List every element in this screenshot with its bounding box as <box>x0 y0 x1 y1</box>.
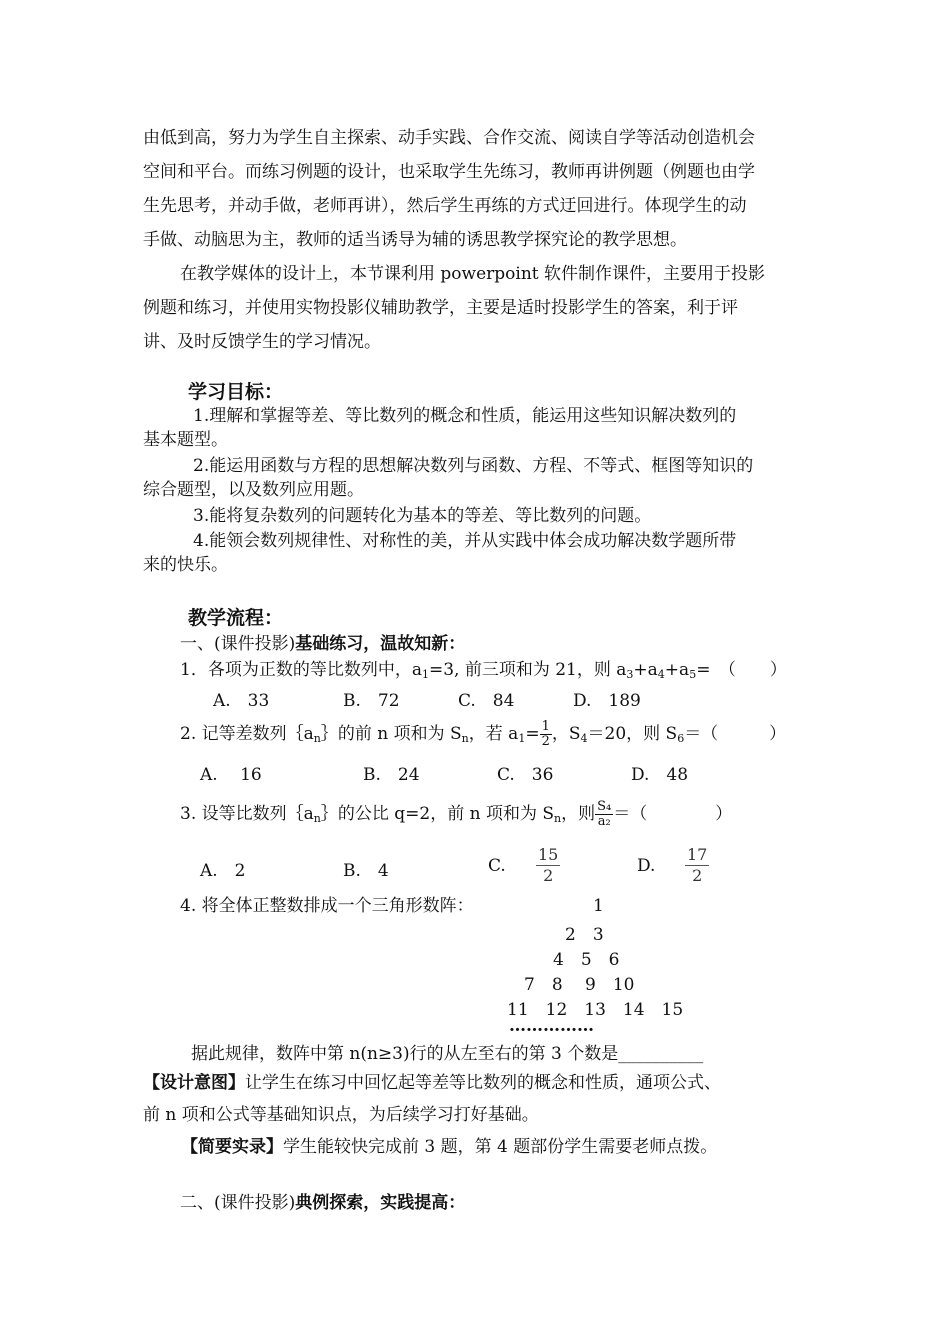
intro-p1-line4: 手做、动脑思为主，教师的适当诱导为辅的诱思教学探究论的教学思想。 <box>143 230 687 250</box>
q2-text: ＝20，则 S <box>587 724 678 744</box>
design-intent-text: 让学生在练习中回忆起等差等比数列的概念和性质，通项公式、 <box>245 1073 721 1093</box>
triangle-row-5: 11 12 13 14 15 <box>507 1000 684 1020</box>
q3-option-d: D. <box>637 856 656 876</box>
goals-heading: 学习目标： <box>188 381 284 403</box>
question-1 <box>180 660 787 685</box>
triangle-dots: …………… <box>509 1016 594 1036</box>
intro-p1-line1: 由低到高，努力为学生自主探索、动手实践、合作交流、阅读自学等活动创造机会 <box>143 128 755 148</box>
question-2 <box>180 720 786 749</box>
q1-option-c: C. 84 <box>458 691 515 711</box>
q3-sub: n <box>313 812 321 825</box>
q3-optc-den: 2 <box>543 866 554 885</box>
q3-fraction <box>595 800 613 829</box>
q2-text: = <box>525 724 540 744</box>
q1-sub: 1 <box>421 668 429 681</box>
q2-text: ＝（ ） <box>684 724 787 744</box>
q2-text: ，S <box>551 724 581 744</box>
q1-text: 1．各项为正数的等比数列中，a <box>180 660 422 680</box>
q3-text: ＝（ ） <box>613 804 733 824</box>
q2-text: 2. 记等差数列｛a <box>180 724 314 744</box>
q1-option-a: A. 33 <box>213 691 270 711</box>
flow-heading: 教学流程： <box>188 607 284 629</box>
q3-frac-num: S₄ <box>597 799 612 814</box>
goal-2-cont: 综合题型，以及数列应用题。 <box>143 480 364 500</box>
q2-frac-den: 2 <box>541 734 550 749</box>
triangle-row-3: 4 5 6 <box>553 950 620 970</box>
q3-option-d-fraction <box>685 845 709 886</box>
q3-text: ｝的公比 q=2，前 n 项和为 S <box>320 804 555 824</box>
q2-option-c: C. 36 <box>497 765 554 785</box>
q3-sub: n <box>554 812 562 825</box>
question-3 <box>180 800 732 829</box>
q1-text: +a <box>664 660 690 680</box>
question-4-ask: 据此规律，数阵中第 n(n≥3)行的从左至右的第 3 个数是__________ <box>191 1044 704 1064</box>
goal-2: 2.能运用函数与方程的思想解决数列与函数、方程、不等式、框图等知识的 <box>193 456 754 476</box>
q1-sub: 4 <box>657 668 665 681</box>
intro-p2-line3: 讲、及时反馈学生的学习情况。 <box>143 332 381 352</box>
q2-option-a: A. 16 <box>200 765 262 785</box>
triangle-row-2: 2 3 <box>565 925 604 945</box>
section-2-title <box>180 1193 465 1213</box>
q2-sub: n <box>313 732 321 745</box>
brief-record <box>181 1137 717 1157</box>
q1-sub: 5 <box>689 668 697 681</box>
intro-p2-line1: 在教学媒体的设计上，本节课利用 powerpoint 软件制作课件，主要用于投影 <box>180 264 765 284</box>
q2-sub: n <box>461 732 469 745</box>
q2-frac-num: 1 <box>541 719 550 734</box>
section-1-prefix: 一、(课件投影) <box>180 634 296 654</box>
brief-record-text: 学生能较快完成前 3 题，第 4 题部份学生需要老师点拨。 <box>283 1137 718 1157</box>
question-4: 4. 将全体正整数排成一个三角形数阵： <box>180 896 474 916</box>
goal-4: 4.能领会数列规律性、对称性的美，并从实践中体会成功解决数学题所带 <box>193 531 737 551</box>
triangle-row-1: 1 <box>593 896 604 916</box>
goal-1: 1.理解和掌握等差、等比数列的概念和性质，能运用这些知识解决数列的 <box>193 406 737 426</box>
intro-p2-line2: 例题和练习，并使用实物投影仪辅助教学，主要是适时投影学生的答案，利于评 <box>143 298 738 318</box>
q3-text: ，则 <box>561 804 596 824</box>
triangle-row-4: 7 8 9 10 <box>524 975 635 995</box>
q1-text: = （ ） <box>696 660 787 680</box>
q2-sub: 4 <box>580 732 588 745</box>
q2-option-d: D. 48 <box>631 765 689 785</box>
section-2-prefix: 二、(课件投影) <box>180 1193 296 1213</box>
q1-text: +a <box>633 660 658 680</box>
q3-optd-num: 17 <box>687 845 708 864</box>
q3-option-a: A. 2 <box>200 861 246 881</box>
q3-text: 3. 设等比数列｛a <box>180 804 314 824</box>
q2-fraction <box>540 720 552 749</box>
q3-optd-den: 2 <box>692 866 703 885</box>
q3-option-c-fraction <box>536 845 560 886</box>
q1-option-d: D. 189 <box>573 691 641 711</box>
q2-text: ｝的前 n 项和为 S <box>320 724 462 744</box>
section-1-heading: 基础练习，温故知新： <box>295 634 466 654</box>
section-2-heading: 典例探索，实践提高： <box>295 1193 466 1213</box>
q2-option-b: B. 24 <box>363 765 420 785</box>
q3-frac-den: a₂ <box>597 814 611 829</box>
q3-option-b: B. 4 <box>343 861 389 881</box>
q1-sub: 3 <box>626 668 634 681</box>
intro-p1-line2: 空间和平台。而练习例题的设计，也采取学生先练习，教师再讲例题（例题也由学 <box>143 162 755 182</box>
goal-3: 3.能将复杂数列的问题转化为基本的等差、等比数列的问题。 <box>193 506 652 526</box>
section-1-title <box>180 634 465 654</box>
q3-optc-num: 15 <box>538 845 559 864</box>
q1-text: =3, 前三项和为 21，则 a <box>428 660 627 680</box>
goal-1-cont: 基本题型。 <box>143 430 228 450</box>
q3-option-c: C. <box>488 856 506 876</box>
q2-text: ，若 a <box>468 724 519 744</box>
design-intent-label: 【设计意图】 <box>143 1073 245 1093</box>
goal-4-cont: 来的快乐。 <box>143 555 228 575</box>
q2-sub: 1 <box>518 732 526 745</box>
design-intent <box>143 1073 721 1093</box>
brief-record-label: 【简要实录】 <box>181 1137 283 1157</box>
q1-option-b: B. 72 <box>343 691 400 711</box>
q2-sub: 6 <box>677 732 685 745</box>
intro-p1-line3: 生先思考，并动手做，老师再讲），然后学生再练的方式迂回进行。体现学生的动 <box>143 196 747 216</box>
design-intent-cont: 前 n 项和公式等基础知识点，为后续学习打好基础。 <box>143 1105 539 1125</box>
